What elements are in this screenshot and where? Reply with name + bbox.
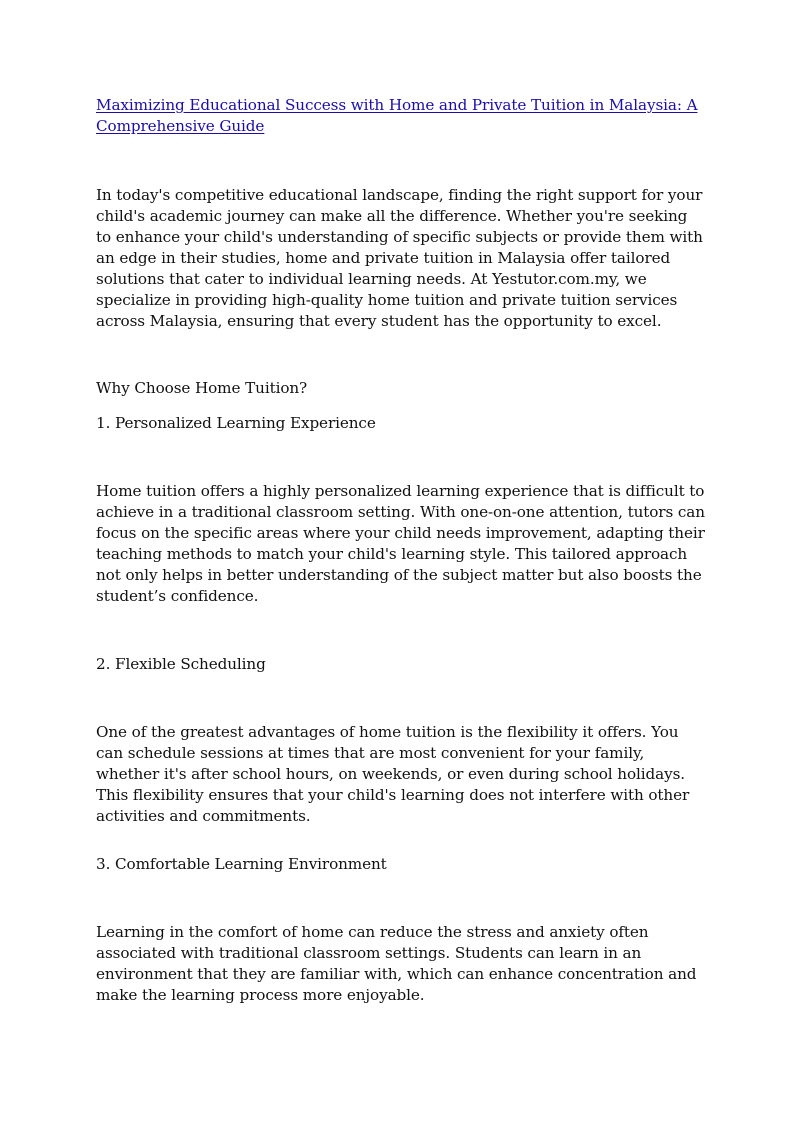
point-1-heading: 1. Personalized Learning Experience (96, 414, 376, 432)
point-1-paragraph: Home tuition offers a highly personalized learning experience that is difficult to achieve in a traditional classroom setting. With one-on-one attention, tutors can focus on the specific areas where your child needs improvement, adapting their teaching methods to match your child's learning style. This tailored approach not only helps in better understanding of the subject matter but also boosts the student’s confidence. (96, 482, 705, 605)
intro-paragraph: In today's competitive educational landscape, finding the right support for your child's academic journey can make all the difference. Whether you're seeking to enhance your child's understanding of specific subjects or provide them with an edge in their studies, home and private tuition in Malaysia offer tailored solutions that cater to individual learning needs. At Yestutor.com.my, we specialize in providing high-quality home tuition and private tuition services across Malaysia, ensuring that every student has the opportunity to excel. (96, 186, 703, 330)
point-3-paragraph: Learning in the comfort of home can reduce the stress and anxiety often associated with traditional classroom settings. Students can learn in an environment that they are familiar with, which can enhance concentration and make the learning process more enjoyable. (96, 923, 697, 1004)
point-2-heading: 2. Flexible Scheduling (96, 655, 266, 673)
point-2-paragraph: One of the greatest advantages of home tuition is the flexibility it offers. You can schedule sessions at times that are most convenient for your family, whether it's after school hours, on weekends, or even during school holidays. This flexibility ensures that your child's learning does not interfere with other activities and commitments. (96, 723, 690, 825)
section-heading: Why Choose Home Tuition? (96, 379, 308, 397)
title-heading (96, 95, 706, 137)
title-link[interactable]: Maximizing Educational Success with Home and Private Tuition in Malaysia: A Comprehensive Guide (96, 96, 698, 135)
point-3-heading: 3. Comfortable Learning Environment (96, 855, 387, 873)
